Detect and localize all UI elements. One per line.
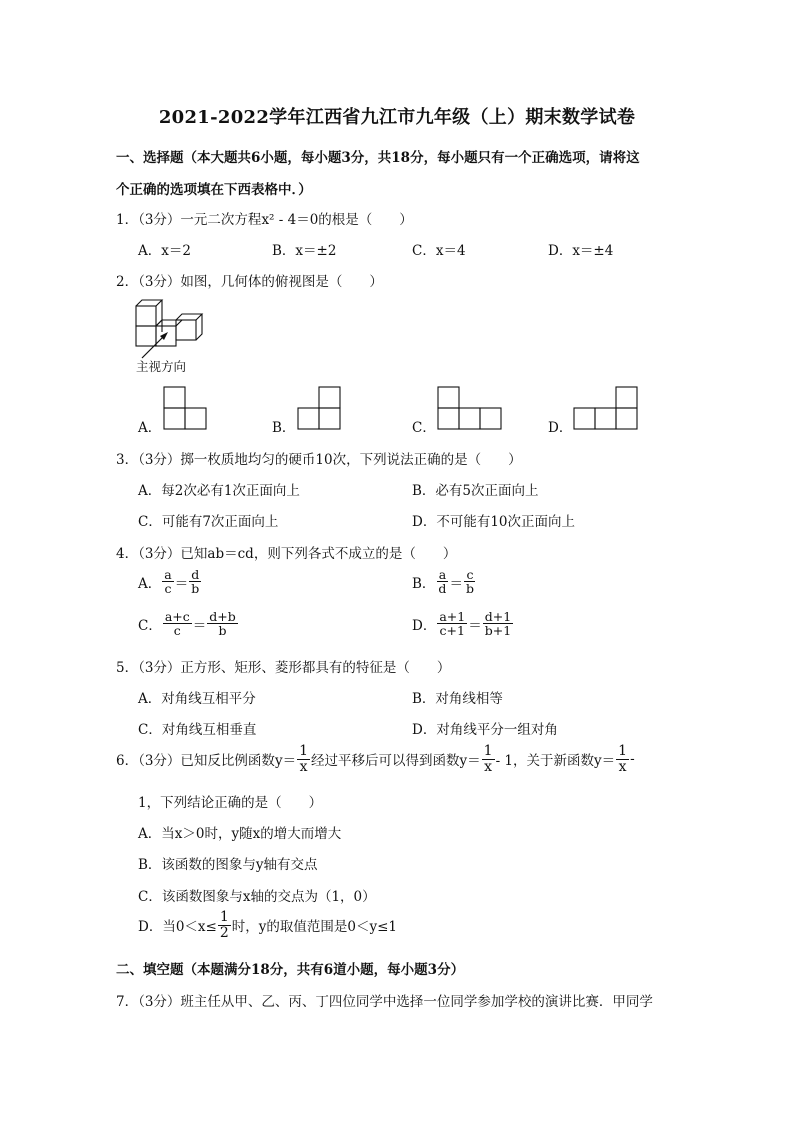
q1-option-b: B．x＝±2: [272, 243, 337, 259]
q3-option-b: B．必有5次正面向上: [412, 483, 539, 499]
q5-option-b: B．对角线相等: [412, 691, 503, 707]
q2-option-a-label: A．: [138, 420, 162, 436]
q6-stem-cont: 1，下列结论正确的是（ ）: [138, 795, 323, 811]
q3-option-c: C．可能有7次正面向上: [138, 514, 279, 530]
q6-option-a: A．当x＞0时，y随x的增大而增大: [138, 826, 342, 842]
q2-option-d-label: D．: [548, 420, 573, 436]
q7-stem: 7．（3分）班主任从甲、乙、丙、丁四位同学中选择一位同学参加学校的演讲比赛．甲同学: [116, 994, 653, 1010]
q5-option-a: A．对角线互相平分: [138, 691, 256, 707]
section-1-heading-cont: 个正确的选项填在下西表格中．）: [116, 182, 312, 198]
q5-option-d: D．对角线平分一组对角: [412, 722, 558, 738]
q6-option-c: C．该函数图象与x轴的交点为（1，0）: [138, 889, 376, 905]
q4-option-a: A． $\frac{a}{c}$ ＝ $\frac{d}{b}$: [138, 567, 200, 597]
q4-option-b: B． $\frac{a}{d}$ ＝ $\frac{c}{b}$: [412, 567, 474, 597]
section-2-heading: 二、填空题（本题满分18分，共有6道小题，每小题3分）: [116, 962, 465, 978]
q2-stem: 2．（3分）如图，几何体的俯视图是（ ）: [116, 274, 383, 290]
q2-option-c-label: C．: [412, 420, 436, 436]
q4-stem: 4．（3分）已知ab＝cd，则下列各式不成立的是（ ）: [116, 546, 457, 562]
q1-stem: 1．（3分）一元二次方程x² - 4＝0的根是（ ）: [116, 212, 413, 228]
q2-option-b-label: B．: [272, 420, 296, 436]
q3-stem: 3．（3分）掷一枚质地均匀的硬币10次，下列说法正确的是（ ）: [116, 452, 522, 468]
q3-option-a: A．每2次必有1次正面向上: [138, 483, 300, 499]
q3-option-d: D．不可能有10次正面向上: [412, 514, 576, 530]
q5-option-c: C．对角线互相垂直: [138, 722, 257, 738]
q6-stem: 6．（3分）已知反比例函数 y＝ $\frac{1}{x}$ 经过平移后可以得到函数 y＝ $\frac{1}{x}$ - 1，关于新函数 y＝ $\frac{1}{x}$ -: [116, 743, 635, 775]
q2-option-c-figure: [436, 385, 504, 431]
q2-option-b-figure: [296, 385, 344, 431]
section-1-heading: 一、选择题（本大题共6小题，每小题3分，共18分，每小题只有一个正确选项，请将这: [116, 150, 640, 166]
q4-option-d: D． $\frac{a+1}{c+1}$ ＝ $\frac{d+1}{b+1}$: [412, 609, 512, 639]
page-title: 2021-2022学年江西省九江市九年级（上）期末数学试卷: [158, 107, 636, 128]
q5-stem: 5．（3分）正方形、矩形、菱形都具有的特征是（ ）: [116, 660, 451, 676]
q1-option-d: D．x＝±4: [548, 243, 614, 259]
q6-option-d: D．当0＜x≤ $\frac{1}{2}$ 时，y的取值范围是0＜y≤1: [138, 909, 398, 941]
q1-option-c: C．x＝4: [412, 243, 466, 259]
q1-option-a: A．x＝2: [138, 243, 191, 259]
view-direction-caption: 主视方向: [136, 359, 187, 374]
q2-option-d-figure: [572, 385, 640, 431]
q4-option-c: C． $\frac{a+c}{c}$ ＝ $\frac{d+b}{b}$: [138, 609, 236, 639]
q2-option-a-figure: [162, 385, 210, 431]
q6-option-b: B．该函数的图象与y轴有交点: [138, 857, 318, 873]
